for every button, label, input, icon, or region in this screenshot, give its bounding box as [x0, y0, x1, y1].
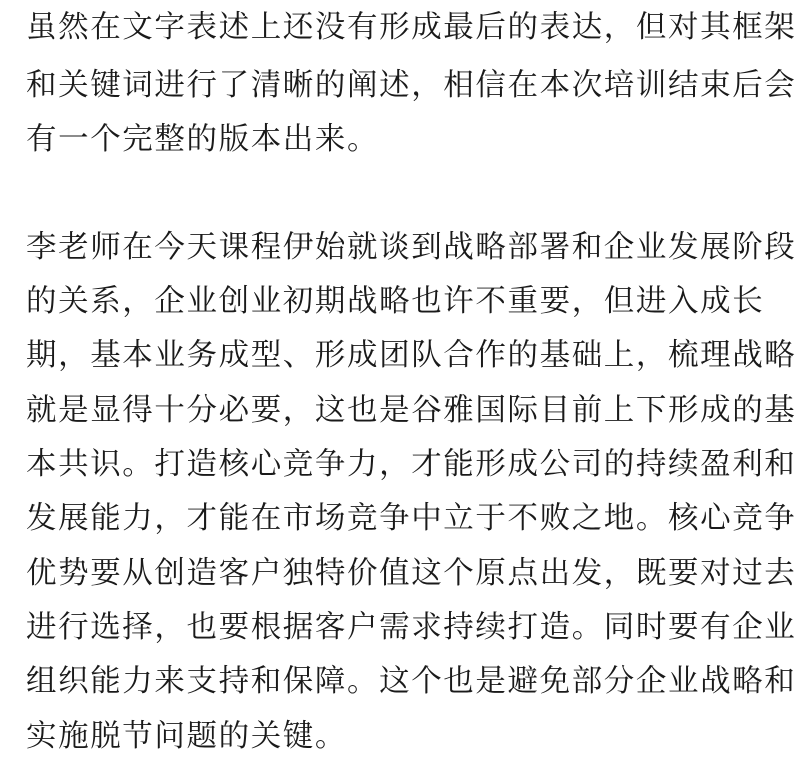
paragraph-1-line-2: 和关键词进行了清晰的阐述，相信在本次培训结束后会	[26, 68, 797, 103]
paragraph-1-line-3: 有一个完整的版本出来。	[26, 122, 380, 157]
paragraph-2-line-4: 就是显得十分必要，这也是谷雅国际目前上下形成的基	[26, 393, 797, 428]
paragraph-2-line-8: 进行选择，也要根据客户需求持续打造。同时要有企业	[26, 610, 797, 645]
paragraph-2-line-10: 实施脱节问题的关键。	[26, 719, 347, 754]
paragraph-2-line-1: 李老师在今天课程伊始就谈到战略部署和企业发展阶段	[26, 230, 797, 265]
paragraph-2-line-3: 期，基本业务成型、形成团队合作的基础上，梳理战略	[26, 338, 797, 373]
paragraph-2-line-6: 发展能力，才能在市场竞争中立于不败之地。核心竞争	[26, 501, 797, 536]
paragraph-1-line-1: 虽然在文字表述上还没有形成最后的表达，但对其框架	[26, 10, 797, 45]
paragraph-2-line-9: 组织能力来支持和保障。这个也是避免部分企业战略和	[26, 664, 797, 699]
paragraph-2-line-5: 本共识。打造核心竞争力，才能形成公司的持续盈利和	[26, 447, 797, 482]
paragraph-2-line-2: 的关系，企业创业初期战略也许不重要，但进入成长	[26, 284, 765, 319]
paragraph-2-line-7: 优势要从创造客户独特价值这个原点出发，既要对过去	[26, 556, 797, 591]
